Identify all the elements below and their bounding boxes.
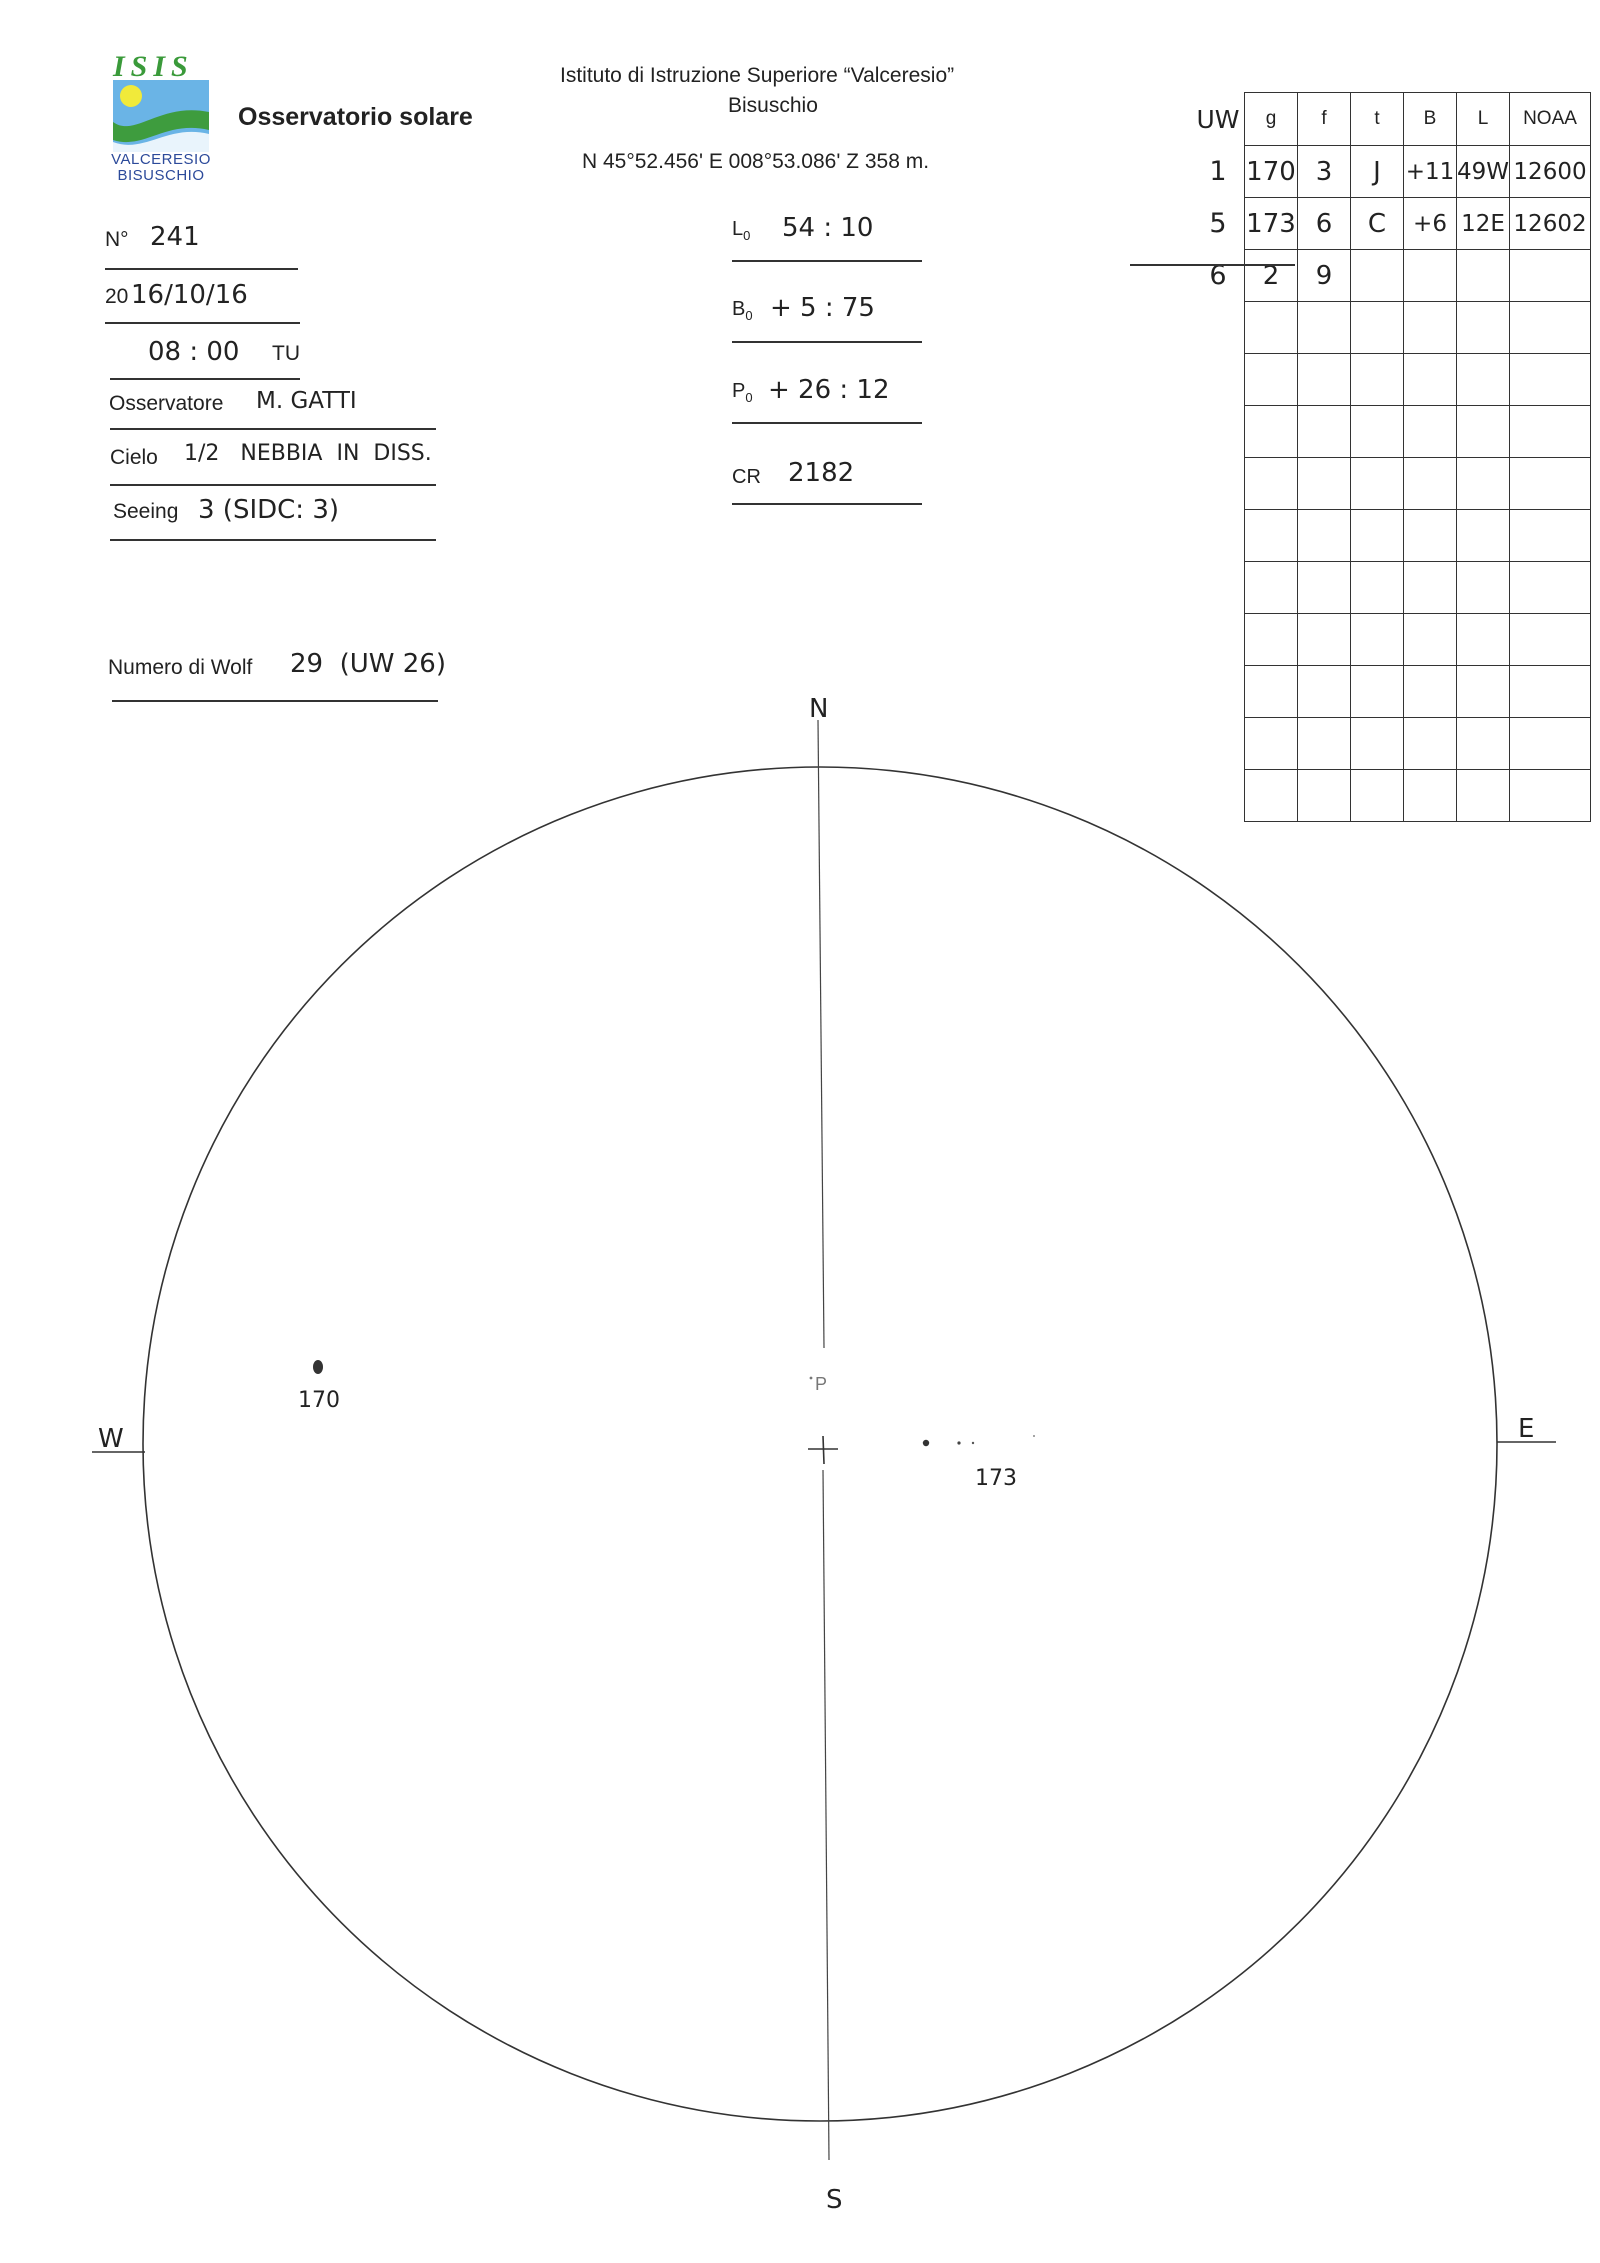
sky-label: Cielo [110,446,158,469]
wolf-value: 29 (UW 26) [290,649,446,679]
north-south-axis-lower [823,1470,829,2160]
table-cell: 12600 [1510,146,1591,198]
seeing-label: Seeing [113,500,179,523]
institute-town: Bisuschio [728,94,818,117]
west-label: W [98,1424,124,1454]
column-header-t: t [1351,93,1404,146]
column-header-noaa: NOAA [1510,93,1591,146]
wolf-label: Numero di Wolf [108,656,253,679]
table-cell: 3 [1298,146,1351,198]
uw-cell: 6 [1209,260,1227,291]
uw-cell: 1 [1209,156,1227,187]
cr-value: 2182 [788,458,855,488]
seeing-value: 3 (SIDC: 3) [198,495,340,525]
pole-mark-dot [810,1377,813,1380]
sunspot-group-173-spot-tiny [972,1442,974,1444]
table-cell: +6 [1404,198,1457,250]
pole-mark: P [815,1374,828,1394]
cr-label: CR [732,466,761,488]
group-label-170: 170 [298,1388,340,1413]
north-south-axis [818,720,824,1348]
north-label: N [809,694,829,724]
page-title: Osservatorio solare [238,103,473,131]
table-cell: 6 [1298,198,1351,250]
uw-cell: 5 [1209,208,1227,239]
number-label: N° [105,228,129,251]
logo-school-line2: BISUSCHIO [117,167,205,184]
sunspot-group-170-spot [313,1360,323,1374]
table-cell: 170 [1245,146,1298,198]
column-header-f: f [1298,93,1351,146]
uw-header: UW [1196,104,1240,134]
column-header-b: B [1404,93,1457,146]
column-header-g: g [1245,93,1298,146]
group-label-173: 173 [975,1466,1017,1491]
sunspot-group-173-spot-faint [1033,1435,1035,1437]
table-cell: 49W [1457,146,1510,198]
b0-label: $B_0$ [732,298,753,323]
observatory-coordinates: N 45°52.456' E 008°53.086' Z 358 m. [582,150,930,173]
east-label: E [1518,1414,1535,1444]
l0-label: $L_0$ [732,218,751,243]
date-prefix: 20 [105,285,129,308]
observer-label: Osservatore [109,392,224,415]
number-value: 241 [150,222,200,252]
sky-value: 1/2 NEBBIA IN DISS. [184,441,432,466]
observer-value: M. GATTI [256,388,357,414]
p0-label: $P_0$ [732,380,753,405]
south-label: S [826,2185,843,2215]
table-cell: 12602 [1510,198,1591,250]
table-cell: 12E [1457,198,1510,250]
table-cell: 9 [1298,250,1351,302]
logo-school-line1: VALCERESIO [111,151,211,168]
time-value: 08 : 00 [148,337,240,367]
table-cell: C [1351,198,1404,250]
logo-text: ISIS [113,50,194,83]
sunspot-group-173-spot-small [957,1441,960,1444]
table-cell: 2 [1245,250,1298,302]
date-value: 16/10/16 [131,280,248,310]
p0-value: + 26 : 12 [768,375,890,405]
table-cell: J [1351,146,1404,198]
sunspot-group-173-spot [923,1440,929,1446]
center-cross-v [823,1436,824,1464]
institute-name: Istituto di Istruzione Superiore “Valceresio” [560,64,955,87]
b0-value: + 5 : 75 [770,293,875,323]
column-header-l: L [1457,93,1510,146]
time-unit: TU [272,342,300,365]
table-cell: +11 [1404,146,1457,198]
l0-value: 54 : 10 [782,213,874,243]
table-cell: 173 [1245,198,1298,250]
